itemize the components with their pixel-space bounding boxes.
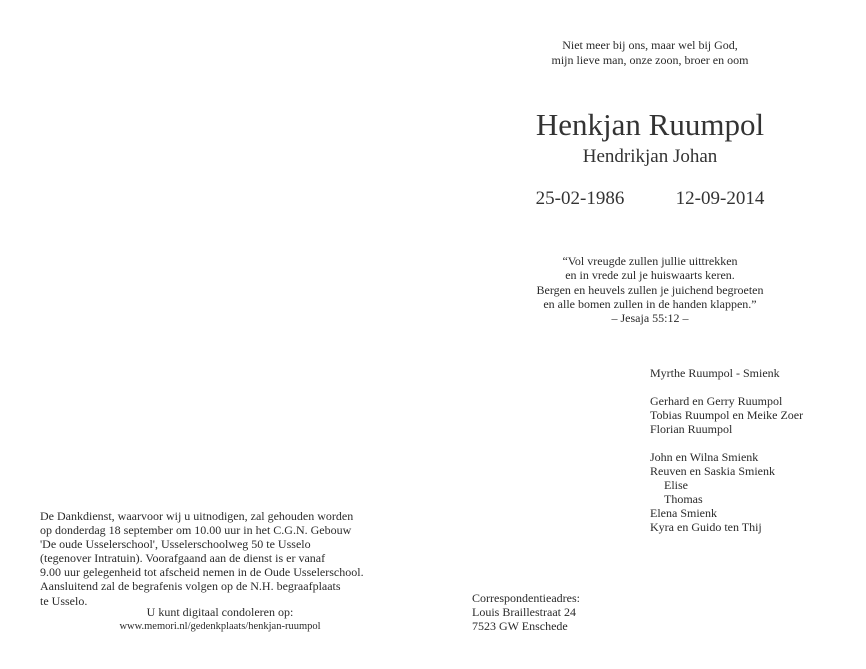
service-line: 'De oude Usselerschool', Usselerschoolweg 50 te Usselo [40,537,311,552]
family-member: Elena Smienk [650,506,717,520]
family-member: Gerhard en Gerry Ruumpol [650,394,783,408]
address-city: 7523 GW Enschede [472,619,568,634]
family-member: Tobias Ruumpol en Meike Zoer [650,408,804,422]
service-line: Aansluitend zal de begrafenis volgen op de N.H. begraafplaats [40,579,341,594]
family-member: Reuven en Saskia Smienk [650,464,775,478]
service-line: te Usselo. [40,593,88,608]
family-list [650,366,860,534]
family-member: Florian Ruumpol [650,422,733,436]
family-member: Myrthe Ruumpol - Smienk [650,366,780,380]
birth-date: 25-02-1986 [535,188,625,209]
deceased-full-name: Hendrikjan Johan [582,146,718,167]
service-line: 9.00 uur gelegenheid tot afscheid nemen in de Oude Usselerschool. [40,565,364,580]
intro-line: mijn lieve man, onze zoon, broer en oom [551,53,749,67]
quote-source: – Jesaja 55:12 – [611,311,689,326]
service-line: (tegenover Intratuin). Voorafgaand aan de dienst is er vanaf [40,551,326,566]
family-member-child: Elise [664,478,688,492]
quote-line: en in vrede zul je huiswaarts keren. [565,268,735,283]
quote-line: Bergen en heuvels zullen je juichend begroeten [536,282,764,297]
quote-line: en alle bomen zullen in de handen klappen.” [543,296,757,311]
correspondence-address [472,591,692,634]
family-member-child: Thomas [664,492,703,506]
service-line: op donderdag 18 september om 10.00 uur in het C.G.N. Gebouw [40,523,352,538]
intro-line: Niet meer bij ons, maar wel bij God, [562,38,738,52]
family-member: John en Wilna Smienk [650,450,759,464]
bible-quote [500,254,800,325]
death-date: 12-09-2014 [675,188,765,209]
service-info [40,509,420,608]
condolence-label: U kunt digitaal condoleren op: [146,605,294,619]
quote-line: “Vol vreugde zullen jullie uittrekken [562,254,738,268]
family-member: Kyra en Guido ten Thij [650,520,762,534]
deceased-name: Henkjan Ruumpol [535,107,765,142]
condolence-link[interactable]: www.memori.nl/gedenkplaats/henkjan-ruumpol [119,621,321,632]
address-heading: Correspondentieadres: [472,591,580,605]
service-line: De Dankdienst, waarvoor wij u uitnodigen, zal gehouden worden [40,509,354,523]
address-street: Louis Braillestraat 24 [472,605,576,620]
intro-text [520,38,780,68]
